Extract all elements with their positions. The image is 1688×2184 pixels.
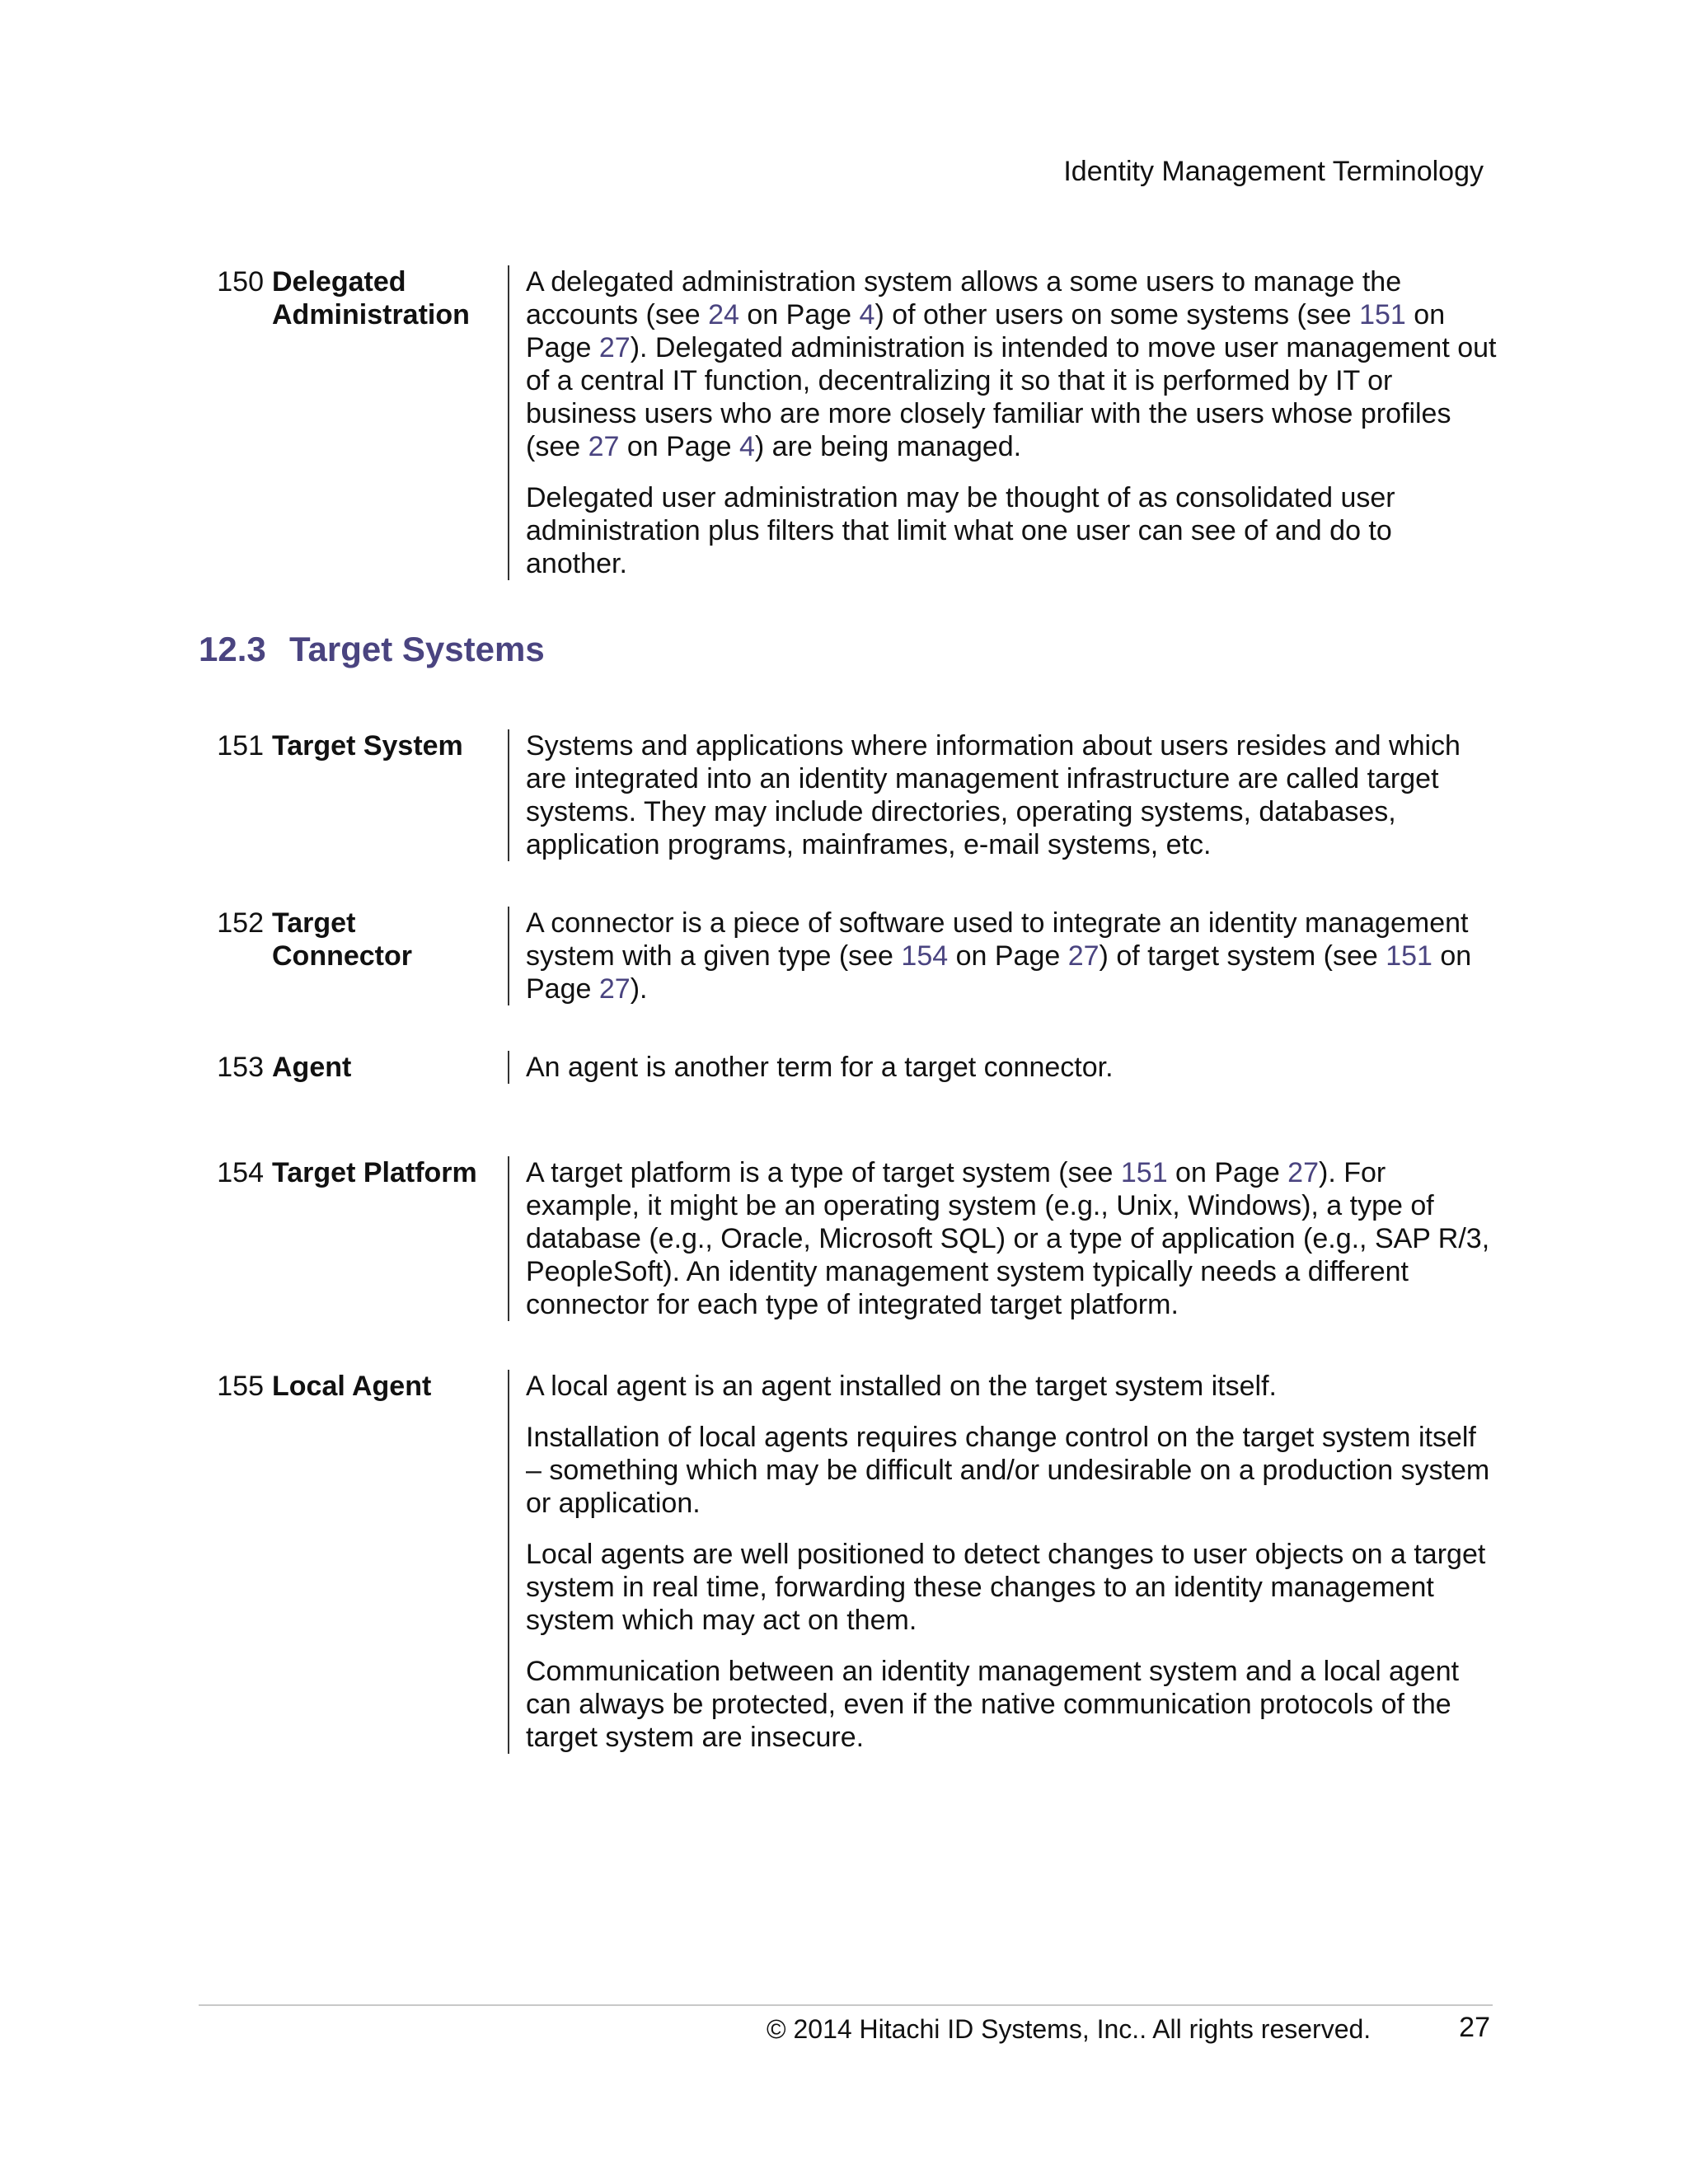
term-number: 155 [217, 1371, 264, 1402]
section-title: Target Systems [289, 630, 545, 668]
cross-reference-link[interactable]: 27 [1067, 940, 1100, 972]
term-name: Target System [272, 730, 463, 762]
term-name: Local Agent [272, 1371, 432, 1402]
term-definition [508, 1370, 1498, 1754]
term-name: Target Connector [272, 907, 412, 972]
cross-reference-link[interactable]: 24 [708, 299, 739, 330]
cross-reference-link[interactable]: 151 [1386, 940, 1432, 972]
term-definition [508, 907, 1498, 1005]
cross-reference-link[interactable]: 151 [1359, 299, 1406, 330]
term-number: 154 [217, 1157, 264, 1188]
definition-paragraph: A local agent is an agent installed on the target system itself. [526, 1371, 1277, 1402]
term-definition [508, 729, 1498, 861]
cross-reference-link[interactable]: 27 [1287, 1157, 1319, 1188]
term-definition [508, 1156, 1498, 1321]
definition-paragraph: Delegated user administration may be thought of as consolidated user administration plus filters that limit what one user can see of and do to another. [526, 482, 1395, 579]
running-header: Identity Management Terminology [1063, 156, 1484, 187]
term-name: Delegated Administration [272, 266, 470, 330]
cross-reference-link[interactable]: 4 [738, 431, 755, 462]
term-definition [508, 265, 1498, 580]
definition-paragraph: A connector is a piece of software used to integrate an identity management system with a given type (see 154 on Page 27) of target system (see 151 on Page 27). [526, 907, 1472, 1005]
cross-reference-link[interactable]: 27 [598, 973, 631, 1005]
definition-paragraph: A delegated administration system allows a some users to manage the accounts (see 24 on Page 4) of other users on some systems (see 151 on Page 27). Delegated administration is intended to move user management out of a central IT function, decentralizing it so that it is performed by IT or business users who are more closely familiar with the users whose profiles (see 27 on Page 4) are being managed. [526, 266, 1497, 462]
definition-paragraph: Local agents are well positioned to detect changes to user objects on a target system in real time, forwarding these changes to an identity management system which may act on them. [526, 1539, 1486, 1636]
term-number: 152 [217, 907, 264, 939]
term-number: 153 [217, 1052, 264, 1083]
term-name: Target Platform [272, 1157, 477, 1188]
term-number: 150 [217, 266, 264, 298]
cross-reference-link[interactable]: 4 [859, 299, 875, 330]
definition-paragraph: An agent is another term for a target connector. [526, 1052, 1114, 1083]
definition-paragraph: Installation of local agents requires change control on the target system itself – something which may be difficult and/or undesirable on a production system or application. [526, 1422, 1490, 1519]
footer-divider [199, 2004, 1493, 2006]
cross-reference-link[interactable]: 27 [598, 332, 631, 363]
cross-reference-link[interactable]: 154 [901, 940, 949, 972]
definition-paragraph: Communication between an identity management system and a local agent can always be protected, even if the native communication protocols of the target system are insecure. [526, 1656, 1460, 1753]
footer-copyright: © 2014 Hitachi ID Systems, Inc.. All rights reserved. [767, 2014, 1372, 2044]
term-definition [508, 1051, 1498, 1084]
cross-reference-link[interactable]: 27 [588, 431, 620, 462]
term-name: Agent [272, 1052, 352, 1083]
cross-reference-link[interactable]: 151 [1120, 1157, 1168, 1188]
page-number: 27 [1459, 2012, 1490, 2043]
section-heading [199, 628, 545, 671]
definition-paragraph: A target platform is a type of target system (see 151 on Page 27). For example, it might be an operating system (e.g., Unix, Windows), a type of database (e.g., Oracle, Microsoft SQL) or a type of application (e.g., SAP R/3, PeopleSoft). An identity management system typically needs a different connector for each type of integrated target platform. [526, 1157, 1490, 1320]
definition-paragraph: Systems and applications where information about users resides and which are integrated into an identity management infrastructure are called target systems. They may include directories, operating systems, databases, application programs, mainframes, e-mail systems, etc. [526, 730, 1461, 860]
section-number: 12.3 [199, 630, 266, 668]
term-number: 151 [217, 730, 264, 762]
